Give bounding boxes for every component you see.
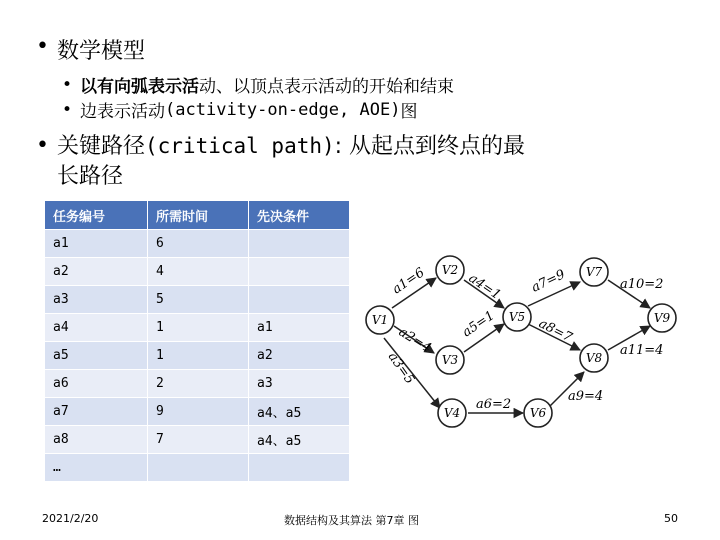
cell-task: …	[45, 454, 148, 482]
subbullet-bold-text: 以有向弧表示活	[80, 77, 200, 97]
bullet-text-line2: 长路径	[56, 164, 123, 189]
cell-prereq: a3	[249, 370, 350, 398]
subbullet-mono-text: (activity-on-edge, AOE)	[165, 99, 401, 120]
node-label-v6: V6	[529, 406, 547, 420]
cell-task: a8	[45, 426, 148, 454]
header-prerequisite: 先决条件	[249, 201, 350, 230]
node-label-v2: V2	[441, 263, 459, 277]
footer-date: 2021/2/20	[42, 512, 99, 525]
cell-task: a4	[45, 314, 148, 342]
edge-label-a1: a1=6	[389, 265, 428, 298]
cell-time: 7	[148, 426, 249, 454]
bullet-mono-text: (critical path)	[145, 134, 335, 158]
table-row	[45, 258, 350, 286]
bullet-dot: •	[36, 133, 49, 158]
cell-time: 9	[148, 398, 249, 426]
aoe-graph-figure	[358, 250, 688, 435]
task-table	[44, 200, 350, 482]
edge-label-a6: a6=2	[476, 397, 512, 412]
cell-task: a2	[45, 258, 148, 286]
table-row	[45, 314, 350, 342]
subbullet-text: 动、以顶点表示活动的开始和结束	[199, 77, 455, 97]
node-label-v1: V1	[371, 313, 389, 327]
cell-time: 6	[148, 230, 249, 258]
bullet-dot: •	[36, 34, 49, 59]
table-row	[45, 342, 350, 370]
node-label-v7: V7	[585, 265, 603, 279]
cell-time: 1	[148, 342, 249, 370]
bullet-math-model	[36, 34, 145, 65]
node-label-v3: V3	[441, 353, 459, 367]
cell-prereq: a4、a5	[249, 426, 350, 454]
footer-page-number: 50	[664, 512, 678, 525]
cell-prereq: a2	[249, 342, 350, 370]
cell-prereq: a4、a5	[249, 398, 350, 426]
cell-prereq	[249, 454, 350, 482]
edge-label-a8: a8=7	[536, 316, 575, 346]
table-row	[45, 370, 350, 398]
bullet-critical-path	[36, 131, 525, 192]
table-row	[45, 230, 350, 258]
cell-prereq	[249, 258, 350, 286]
edge-label-a7: a7=9	[529, 267, 568, 296]
subbullet-text: 边表示活动	[80, 102, 166, 122]
edge-label-a5: a5=1	[459, 308, 498, 341]
table-row	[45, 286, 350, 314]
cell-task: a5	[45, 342, 148, 370]
bullet-body	[57, 131, 525, 192]
node-label-v8: V8	[585, 351, 603, 365]
cell-prereq: a1	[249, 314, 350, 342]
cell-task: a1	[45, 230, 148, 258]
cell-time: 2	[148, 370, 249, 398]
cell-task: a7	[45, 398, 148, 426]
cell-time: 5	[148, 286, 249, 314]
subbullet-arc-activity	[62, 72, 454, 97]
bullet-text: 数学模型	[56, 39, 145, 64]
edge-label-a4: a4=1	[465, 270, 504, 303]
edge-label-a9: a9=4	[568, 389, 604, 404]
node-label-v9: V9	[653, 311, 671, 325]
cell-task: a6	[45, 370, 148, 398]
header-duration: 所需时间	[148, 201, 249, 230]
header-task-id: 任务编号	[45, 201, 148, 230]
table-header-row	[45, 201, 350, 230]
bullet-text: 关键路径	[56, 134, 145, 159]
cell-prereq	[249, 286, 350, 314]
node-label-v4: V4	[443, 406, 461, 420]
bullet-dot: •	[62, 99, 73, 120]
edge-label-a11: a11=4	[620, 343, 664, 358]
edge-label-a3: a3=5	[384, 349, 418, 388]
subbullet-tail: 图	[400, 102, 418, 122]
cell-prereq	[249, 230, 350, 258]
edge-label-a10: a10=2	[620, 277, 664, 292]
subbullet-aoe	[62, 97, 417, 122]
edge-label-a2: a2=4	[395, 324, 434, 357]
bullet-text-2: : 从起点到终点的最	[334, 134, 526, 159]
node-label-v5: V5	[508, 310, 526, 324]
cell-time: 4	[148, 258, 249, 286]
cell-time	[148, 454, 249, 482]
bullet-dot: •	[62, 74, 73, 95]
cell-time: 1	[148, 314, 249, 342]
table-row	[45, 454, 350, 482]
table-row	[45, 398, 350, 426]
footer-title: 数据结构及其算法 第7章 图	[284, 514, 419, 527]
table-row	[45, 426, 350, 454]
cell-task: a3	[45, 286, 148, 314]
